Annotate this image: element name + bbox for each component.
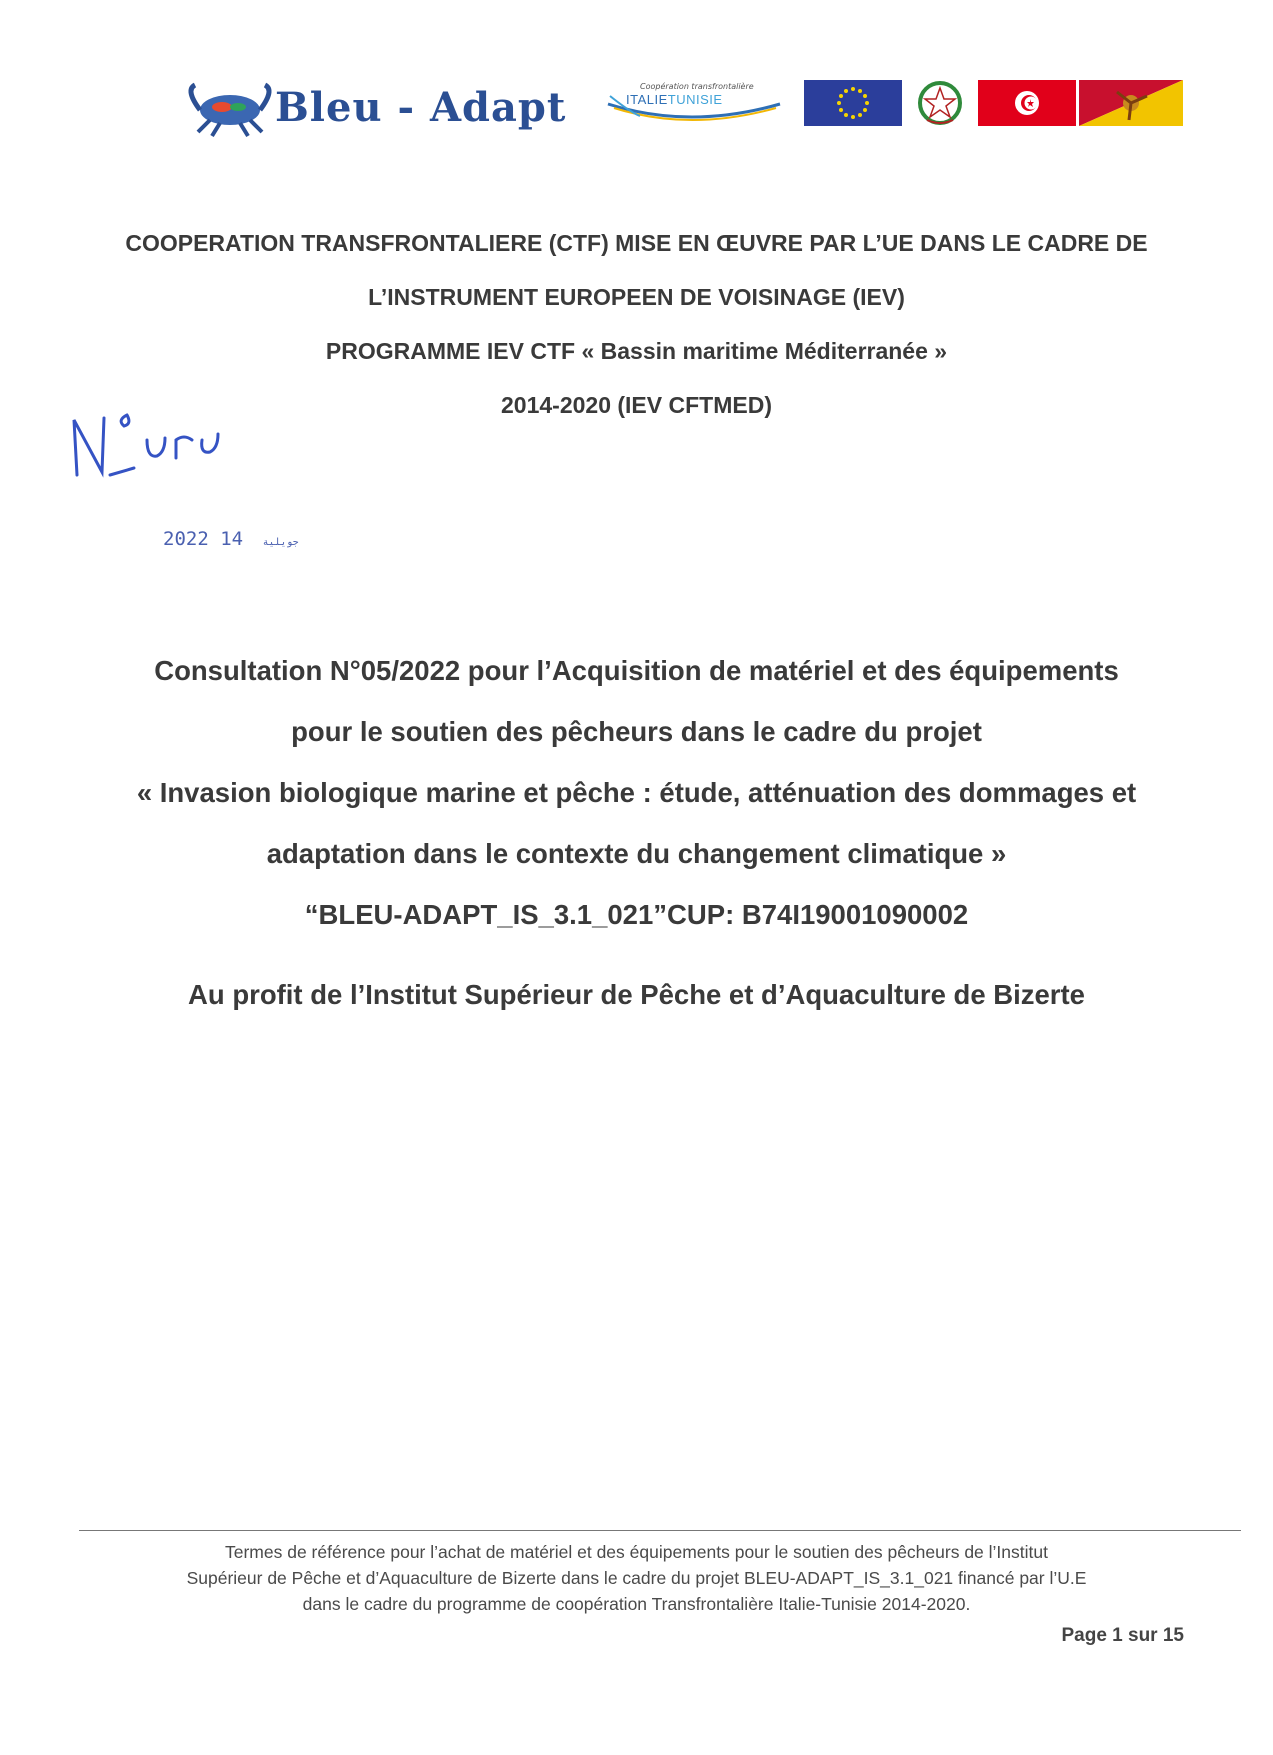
coop-logo-caption: Coopération transfrontalière (640, 82, 754, 91)
project-reference: “BLEU-ADAPT_IS_3.1_021”CUP: B74I19001090002 (304, 899, 969, 930)
sicily-flag-icon (1079, 80, 1183, 126)
tunisia-flag-icon (978, 80, 1076, 126)
footer-divider (79, 1530, 1241, 1531)
heading-line-3: PROGRAMME IEV CTF « Bassin maritime Méditerranée » (325, 338, 948, 364)
footer-line-1: Termes de référence pour l’achat de matériel et des équipements pour le soutien des pêcheurs de l’Institut (225, 1542, 1048, 1562)
stamp-year: 2022 (163, 528, 209, 550)
stamp-day: 14 (220, 528, 244, 550)
consultation-line-3: « Invasion biologique marine et pêche : étude, atténuation des dommages et (136, 777, 1137, 808)
stamp-month: جويلية (262, 537, 299, 548)
eu-flag-icon (804, 80, 902, 126)
bleu-adapt-logo (180, 80, 600, 140)
coop-logo-brand: ITALIETUNISIE (626, 92, 723, 107)
footer-line-3: dans le cadre du programme de coopération Transfrontalière Italie-Tunisie 2014-2020. (302, 1594, 971, 1614)
italy-emblem-icon (905, 80, 975, 126)
page-number: Page 1 sur 15 (1061, 1625, 1184, 1646)
italie-tunisie-logo (600, 82, 790, 130)
beneficiary-line: Au profit de l’Institut Supérieur de Pêche et d’Aquaculture de Bizerte (188, 979, 1085, 1010)
consultation-line-2: pour le soutien des pêcheurs dans le cadre du projet (291, 716, 982, 747)
consultation-line-1: Consultation N°05/2022 pour l’Acquisition de matériel et des équipements (154, 655, 1119, 686)
heading-line-2: L’INSTRUMENT EUROPEEN DE VOISINAGE (IEV) (368, 284, 905, 310)
heading-line-4: 2014-2020 (IEV CFTMED) (501, 392, 772, 418)
handwritten-number (72, 410, 262, 490)
project-logo-text: Bleu - Adapt (275, 84, 567, 131)
heading-line-1: COOPERATION TRANSFRONTALIERE (CTF) MISE EN ŒUVRE PAR L’UE DANS LE CADRE DE (125, 230, 1148, 256)
swoosh-icon (600, 82, 790, 130)
consultation-line-4: adaptation dans le contexte du changement climatique » (266, 838, 1007, 869)
crab-logo-icon (180, 80, 280, 140)
footer-line-2: Supérieur de Pêche et d’Aquaculture de Bizerte dans le cadre du projet BLEU-ADAPT_IS_3.1_021 financé par l’U.E (186, 1568, 1087, 1588)
received-date-stamp (163, 528, 307, 550)
